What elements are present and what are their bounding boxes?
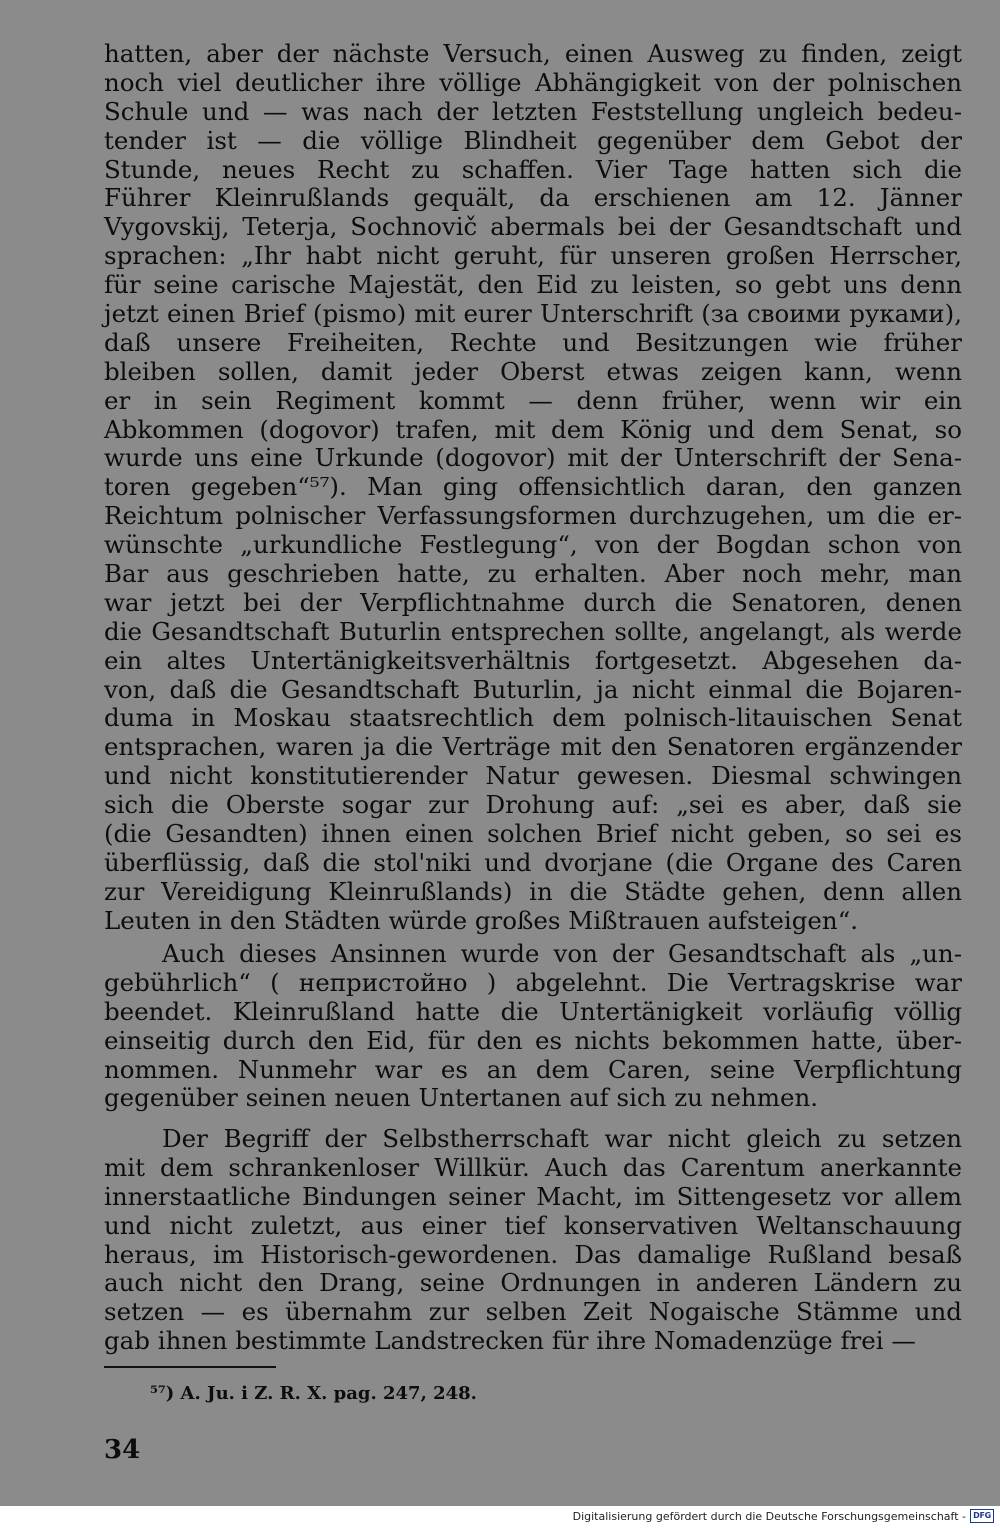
text-line: bleiben sollen, damit jeder Oberst etwas zeigen kann, wenn: [104, 356, 962, 386]
text-line: Reichtum polnischer Verfassungsformen durchzugehen, um die er-: [104, 501, 962, 531]
text-line: sich die Oberste sogar zur Drohung auf: „sei es aber, daß sie: [104, 790, 962, 820]
text-line: Stunde, neues Recht zu schaffen. Vier Tage hatten sich die: [104, 154, 962, 184]
text-line: tender ist — die völlige Blindheit gegenüber dem Gebot der: [104, 125, 962, 155]
funding-credit: Digitalisierung gefördert durch die Deutsche Forschungsgemeinschaft -: [572, 1510, 966, 1523]
text-line: für seine carische Majestät, den Eid zu leisten, so gebt uns denn: [104, 270, 962, 300]
footnote: ⁵⁷) A. Ju. i Z. R. X. pag. 247, 248.: [150, 1383, 477, 1404]
text-line: wünschte „urkundliche Festlegung“, von der Bogdan schon von: [104, 530, 962, 560]
text-line: war jetzt bei der Verpflichtnahme durch die Senatoren, denen: [104, 587, 962, 617]
text-line: Auch dieses Ansinnen wurde von der Gesandtschaft als „un-: [162, 939, 962, 968]
text-line: nommen. Nunmehr war es an dem Caren, seine Verpflichtung: [104, 1054, 962, 1084]
text-line: entsprachen, waren ja die Verträge mit den Senatoren ergänzender: [104, 732, 962, 762]
text-line: Der Begriff der Selbstherrschaft war nicht gleich zu setzen: [162, 1124, 962, 1153]
text-line: hatten, aber der nächste Versuch, einen Ausweg zu finden, zeigt: [104, 39, 962, 68]
text-line: ein altes Untertänigkeitsverhältnis fortgesetzt. Abgesehen da-: [104, 645, 962, 675]
text-line: noch viel deutlicher ihre völlige Abhängigkeit von der polnischen: [104, 67, 962, 97]
text-line: Vygovskij, Teterja, Sochnovič abermals bei der Gesandtschaft und: [104, 212, 962, 242]
paragraph-1: [104, 40, 962, 936]
footnote-separator: [104, 1366, 276, 1368]
text-line: Leuten in den Städten würde großes Mißtrauen aufsteigen“.: [104, 905, 859, 935]
text-line: beendet. Kleinrußland hatte die Untertänigkeit vorläufig völlig: [104, 996, 962, 1026]
text-line: gab ihnen bestimmte Landstrecken für ihre Nomadenzüge frei —: [104, 1326, 916, 1356]
text-line: (die Gesandten) ihnen einen solchen Brief nicht geben, so sei es: [104, 819, 962, 849]
text-line: toren gegeben“⁵⁷). Man ging offensichtlich daran, den ganzen: [104, 472, 962, 502]
paragraph-3: [104, 1125, 962, 1356]
text-line: er in sein Regiment kommt — denn früher, wenn wir ein: [104, 385, 962, 415]
text-line: jetzt einen Brief (pismo) mit eurer Unterschrift (за своими руками),: [104, 299, 962, 329]
text-line: überflüssig, daß die stol'niki und dvorjane (die Organe des Caren: [104, 847, 962, 877]
text-line: gebührlich“ ( непристойно ) abgelehnt. Die Vertragskrise war: [104, 967, 962, 997]
text-line: zur Vereidigung Kleinrußlands) in die Städte gehen, denn allen: [104, 876, 962, 906]
text-line: mit dem schrankenloser Willkür. Auch das Carentum anerkannte: [104, 1152, 962, 1182]
page-number: 34: [104, 1435, 141, 1465]
text-line: setzen — es übernahm zur selben Zeit Nogaische Stämme und: [104, 1297, 962, 1327]
text-line: Bar aus geschrieben hatte, zu erhalten. Aber noch mehr, man: [104, 559, 962, 589]
text-line: sprachen: „Ihr habt nicht geruht, für unseren großen Herrscher,: [104, 241, 962, 271]
text-line: einseitig durch den Eid, für den es nichts bekommen hatte, über-: [104, 1025, 962, 1055]
text-line: Führer Kleinrußlands gequält, da erschienen am 12. Jänner: [104, 183, 962, 213]
text-line: Abkommen (dogovor) trafen, mit dem König und dem Senat, so: [104, 414, 962, 444]
credit-bar: [0, 1506, 1000, 1528]
text-line: von, daß die Gesandtschaft Buturlin, ja nicht einmal die Bojaren-: [104, 674, 962, 704]
text-line: duma in Moskau staatsrechtlich dem polnisch-litauischen Senat: [104, 703, 962, 733]
text-line: und nicht konstitutierender Natur gewesen. Diesmal schwingen: [104, 761, 962, 791]
text-line: daß unsere Freiheiten, Rechte und Besitzungen wie früher: [104, 327, 962, 357]
text-line: die Gesandtschaft Buturlin entsprechen sollte, angelangt, als werde: [104, 616, 962, 646]
text-line: heraus, im Historisch-gewordenen. Das damalige Rußland besaß: [104, 1239, 962, 1269]
text-line: und nicht zuletzt, aus einer tief konservativen Weltanschauung: [104, 1210, 962, 1240]
text-line: gegenüber seinen neuen Untertanen auf sich zu nehmen.: [104, 1083, 819, 1113]
text-line: Schule und — was nach der letzten Feststellung ungleich bedeu-: [104, 96, 962, 126]
text-line: wurde uns eine Urkunde (dogovor) mit der Unterschrift der Sena-: [104, 443, 962, 473]
paragraph-2: [104, 940, 962, 1113]
dfg-logo-icon: DFG: [970, 1509, 994, 1523]
text-line: auch nicht den Drang, seine Ordnungen in anderen Ländern zu: [104, 1268, 962, 1298]
text-line: innerstaatliche Bindungen seiner Macht, im Sittengesetz vor allem: [104, 1181, 962, 1211]
